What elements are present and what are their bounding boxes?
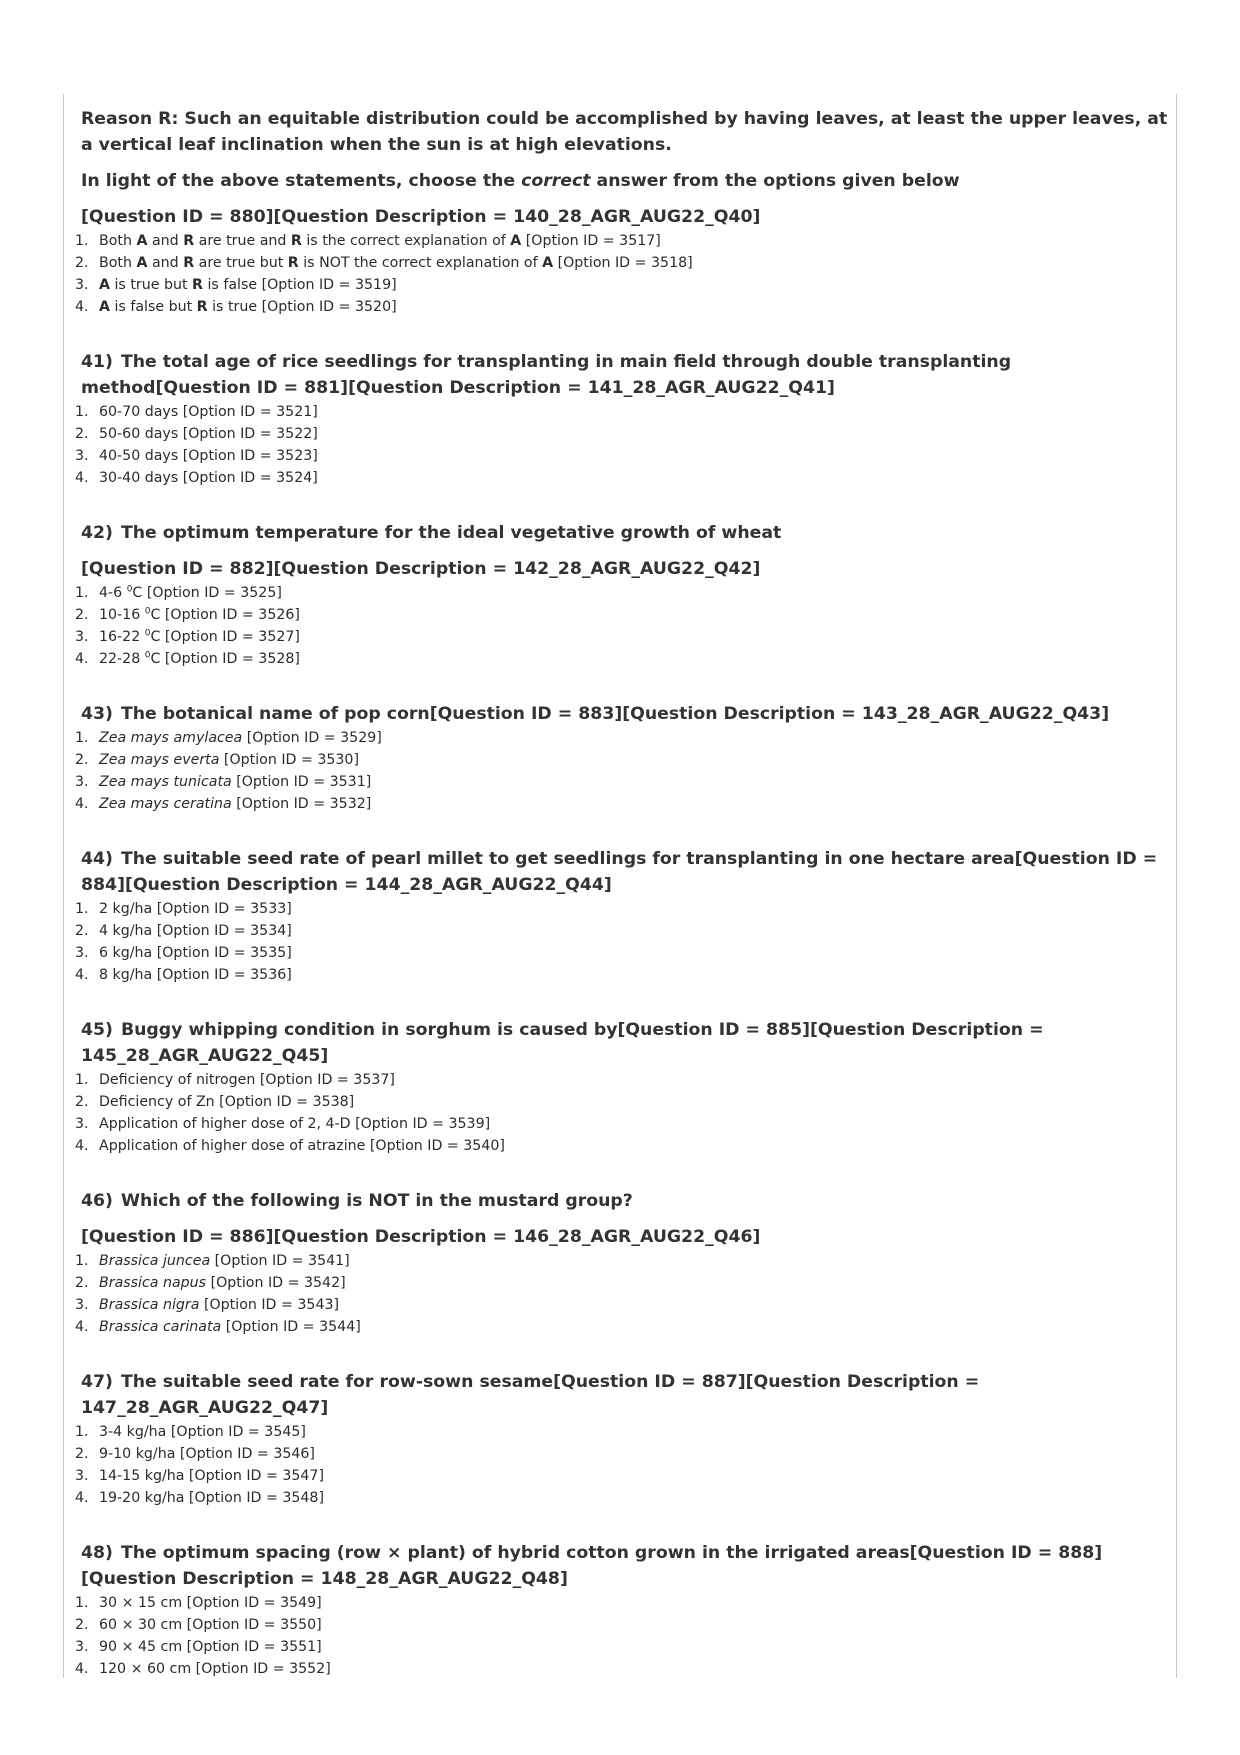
option-1[interactable]: 1. 4-6 $^0$C [Option ID = 3525]	[75, 584, 282, 601]
question-meta: [Question ID = 882][Question Description = 142_28_AGR_AUG22_Q42]	[81, 559, 761, 579]
option-1[interactable]: 1. Both A and R are true and R is the correct explanation of A [Option ID = 3517]	[75, 233, 661, 249]
question-41	[75, 349, 1175, 489]
question-45	[75, 1017, 1175, 1157]
option-1[interactable]: 1. 3-4 kg/ha [Option ID = 3545]	[75, 1424, 306, 1440]
option-1[interactable]: 1. Brassica juncea [Option ID = 3541]	[75, 1253, 350, 1269]
option-4[interactable]: 4. Zea mays ceratina [Option ID = 3532]	[75, 796, 372, 812]
question-text: 45) Buggy whipping condition in sorghum is caused by[Question ID = 885][Question Description = 145_28_AGR_AUG22_Q45]	[81, 1020, 1044, 1066]
option-1[interactable]: 1. 30 × 15 cm [Option ID = 3549]	[75, 1595, 322, 1611]
option-1[interactable]: 1. Zea mays amylacea [Option ID = 3529]	[75, 730, 382, 746]
question-48	[75, 1540, 1175, 1680]
question-text: 46) Which of the following is NOT in the mustard group?	[81, 1191, 633, 1211]
question-meta: [Question ID = 886][Question Description = 146_28_AGR_AUG22_Q46]	[81, 1227, 761, 1247]
question-46	[75, 1188, 1175, 1338]
question-47	[75, 1369, 1175, 1509]
option-2[interactable]: 2. 50-60 days [Option ID = 3522]	[75, 426, 318, 442]
option-2[interactable]: 2. 4 kg/ha [Option ID = 3534]	[75, 923, 292, 939]
option-2[interactable]: 2. Deficiency of Zn [Option ID = 3538]	[75, 1094, 355, 1110]
option-2[interactable]: 2. Brassica napus [Option ID = 3542]	[75, 1275, 346, 1291]
reason-statement: Reason R: Such an equitable distribution could be accomplished by having leaves, at least the upper leaves, at a vertical leaf inclination when the sun is at high elevations.	[81, 109, 1168, 155]
option-2[interactable]: 2. Both A and R are true but R is NOT the correct explanation of A [Option ID = 3518]	[75, 255, 693, 271]
option-1[interactable]: 1. 60-70 days [Option ID = 3521]	[75, 404, 318, 420]
question-42	[75, 520, 1175, 670]
options-list	[75, 1069, 1175, 1157]
question-text: 47) The suitable seed rate for row-sown sesame[Question ID = 887][Question Description = 147_28_AGR_AUG22_Q47]	[81, 1372, 980, 1418]
question-text: 42) The optimum temperature for the ideal vegetative growth of wheat	[81, 523, 782, 543]
question-text: 48) The optimum spacing (row × plant) of hybrid cotton grown in the irrigated areas[Question ID = 888][Question Description = 148_28_AGR_AUG22_Q48]	[81, 1543, 1103, 1589]
question-text: 41) The total age of rice seedlings for transplanting in main field through double transplanting method[Question ID = 881][Question Description = 141_28_AGR_AUG22_Q41]	[81, 352, 1012, 398]
option-4[interactable]: 4. 8 kg/ha [Option ID = 3536]	[75, 967, 292, 983]
option-3[interactable]: 3. 6 kg/ha [Option ID = 3535]	[75, 945, 292, 961]
option-4[interactable]: 4. 120 × 60 cm [Option ID = 3552]	[75, 1661, 331, 1677]
option-1[interactable]: 1. 2 kg/ha [Option ID = 3533]	[75, 901, 292, 917]
options-list	[75, 1421, 1175, 1509]
option-2[interactable]: 2. 60 × 30 cm [Option ID = 3550]	[75, 1617, 322, 1633]
option-3[interactable]: 3. 40-50 days [Option ID = 3523]	[75, 448, 318, 464]
options-list	[75, 1250, 1175, 1338]
option-4[interactable]: 4. Application of higher dose of atrazine [Option ID = 3540]	[75, 1138, 505, 1154]
option-3[interactable]: 3. 14-15 kg/ha [Option ID = 3547]	[75, 1468, 324, 1484]
options-list	[75, 898, 1175, 986]
option-2[interactable]: 2. Zea mays everta [Option ID = 3530]	[75, 752, 359, 768]
option-2[interactable]: 2. 10-16 $^0$C [Option ID = 3526]	[75, 606, 300, 623]
options-list	[75, 230, 1175, 318]
question-meta: [Question ID = 880][Question Description = 140_28_AGR_AUG22_Q40]	[81, 207, 761, 227]
option-2[interactable]: 2. 9-10 kg/ha [Option ID = 3546]	[75, 1446, 315, 1462]
question-text: 44) The suitable seed rate of pearl millet to get seedlings for transplanting in one hectare area[Question ID = 884][Question Description = 144_28_AGR_AUG22_Q44]	[81, 849, 1158, 895]
option-4[interactable]: 4. 22-28 $^0$C [Option ID = 3528]	[75, 650, 300, 667]
option-4[interactable]: 4. Brassica carinata [Option ID = 3544]	[75, 1319, 361, 1335]
option-3[interactable]: 3. Application of higher dose of 2, 4-D [Option ID = 3539]	[75, 1116, 491, 1132]
question-43	[75, 701, 1175, 815]
option-4[interactable]: 4. 19-20 kg/ha [Option ID = 3548]	[75, 1490, 324, 1506]
option-3[interactable]: 3. A is true but R is false [Option ID = 3519]	[75, 277, 397, 293]
option-4[interactable]: 4. A is false but R is true [Option ID = 3520]	[75, 299, 397, 315]
option-4[interactable]: 4. 30-40 days [Option ID = 3524]	[75, 470, 318, 486]
option-1[interactable]: 1. Deficiency of nitrogen [Option ID = 3537]	[75, 1072, 395, 1088]
question-paper	[75, 106, 1175, 1711]
question-text: 43) The botanical name of pop corn[Question ID = 883][Question Description = 143_28_AGR_AUG22_Q43]	[81, 704, 1110, 724]
instruction-text: In light of the above statements, choose the correct answer from the options given below	[81, 171, 960, 191]
options-list	[75, 401, 1175, 489]
options-list	[75, 582, 1175, 670]
option-3[interactable]: 3. Brassica nigra [Option ID = 3543]	[75, 1297, 340, 1313]
option-3[interactable]: 3. Zea mays tunicata [Option ID = 3531]	[75, 774, 372, 790]
options-list	[75, 727, 1175, 815]
question-40-continuation	[75, 106, 1175, 318]
option-3[interactable]: 3. 16-22 $^0$C [Option ID = 3527]	[75, 628, 300, 645]
options-list	[75, 1592, 1175, 1680]
question-44	[75, 846, 1175, 986]
option-3[interactable]: 3. 90 × 45 cm [Option ID = 3551]	[75, 1639, 322, 1655]
